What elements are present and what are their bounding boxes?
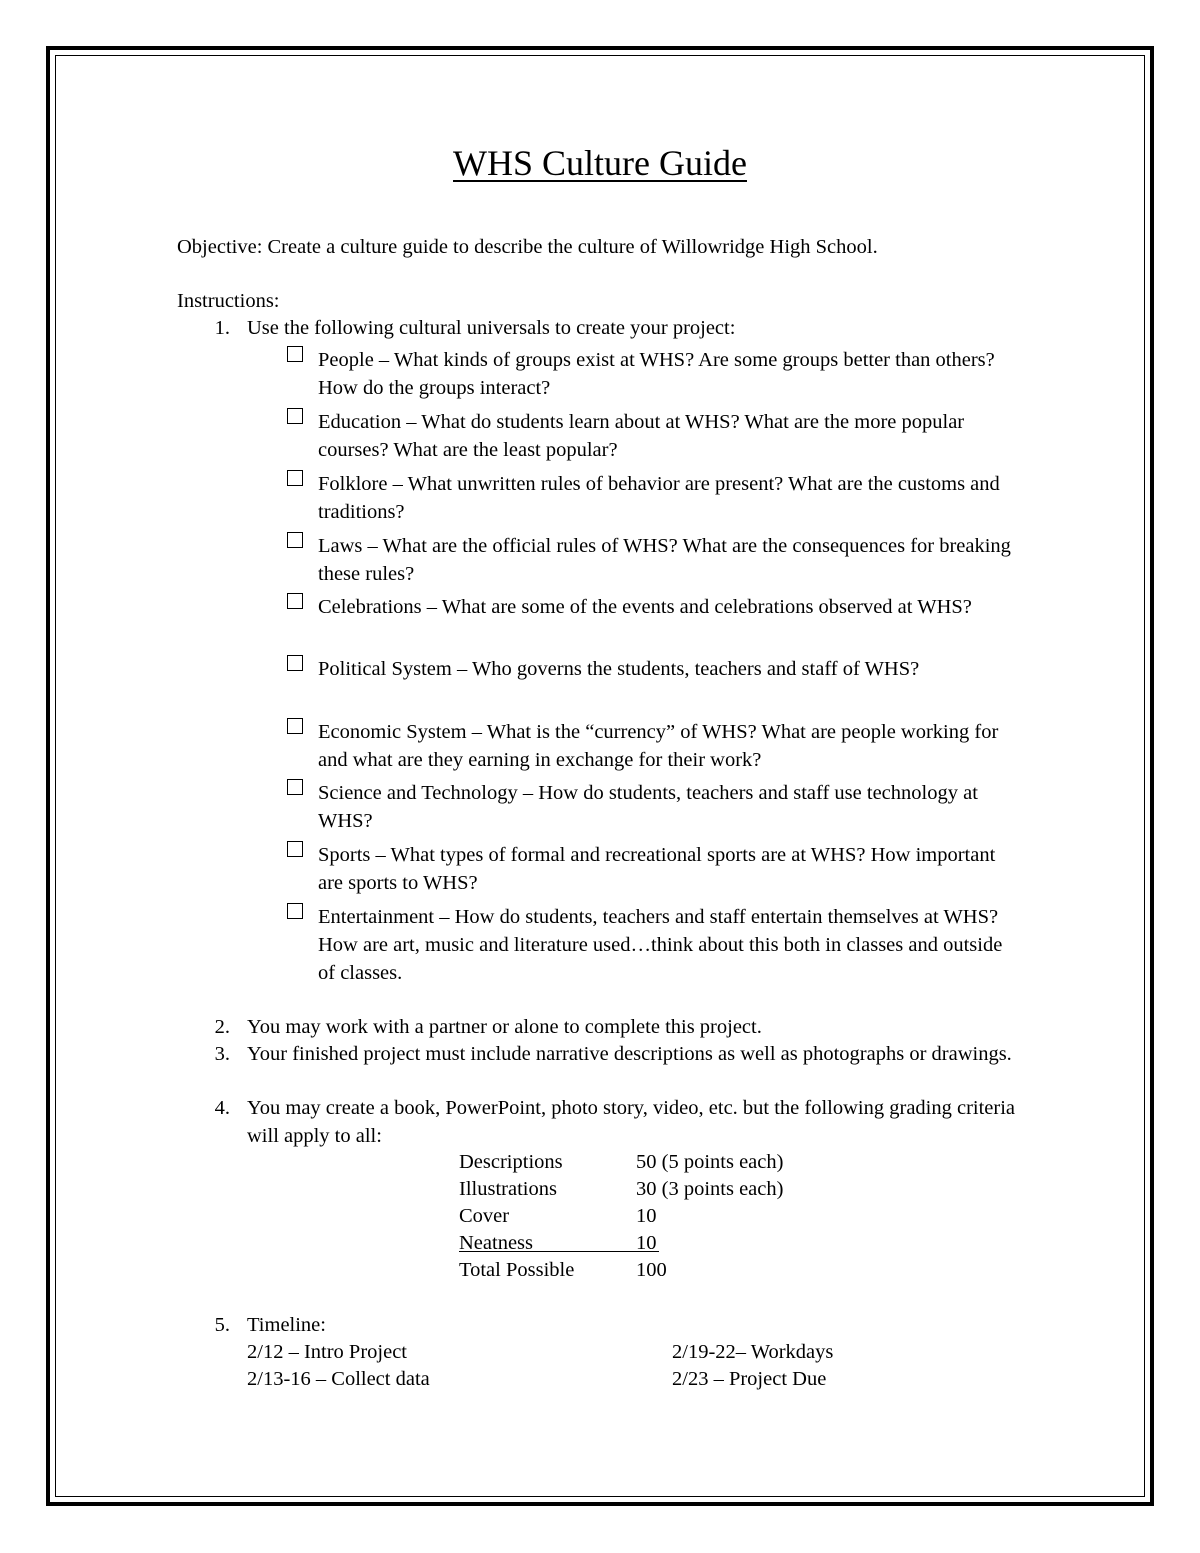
checkbox-icon[interactable] — [287, 841, 303, 857]
universal-item: Sports – What types of formal and recreational sports are at WHS? How important are sports to WHS? — [318, 844, 996, 894]
timeline-entry: 2/23 – Project Due — [672, 1368, 827, 1390]
grading-value: 10 — [636, 1205, 657, 1227]
universal-item: Political System – Who governs the students, teachers and staff of WHS? — [318, 658, 920, 680]
grading-value: 10 — [636, 1232, 657, 1254]
checkbox-icon[interactable] — [287, 593, 303, 609]
grading-value: 30 (3 points each) — [636, 1178, 784, 1200]
grading-label: Cover — [459, 1205, 510, 1227]
step-text: Use the following cultural universals to create your project: — [247, 317, 736, 339]
universal-item: Entertainment – How do students, teachers and staff entertain themselves at WHS? How are art, music and literature used…think about this both in classes and outside of classes. — [318, 906, 1003, 984]
step-number: 2. — [214, 1016, 230, 1038]
checkbox-icon[interactable] — [287, 903, 303, 919]
step-number: 5. — [214, 1314, 230, 1336]
grading-label: Neatness — [459, 1232, 534, 1254]
checkbox-icon[interactable] — [287, 470, 303, 486]
grading-value: 50 (5 points each) — [636, 1151, 784, 1173]
universal-item: Science and Technology – How do students, teachers and staff use technology at WHS? — [318, 782, 978, 832]
grading-label: Descriptions — [459, 1151, 563, 1173]
step-number: 3. — [214, 1043, 230, 1065]
step-text: You may work with a partner or alone to complete this project. — [247, 1016, 762, 1038]
checkbox-icon[interactable] — [287, 408, 303, 424]
universal-item: Education – What do students learn about at WHS? What are the more popular courses? What are the least popular? — [318, 411, 965, 461]
grading-total-rule — [459, 1251, 659, 1252]
universal-item: Laws – What are the official rules of WHS? What are the consequences for breaking these rules? — [318, 535, 1011, 585]
objective-text: Objective: Create a culture guide to describe the culture of Willowridge High School. — [177, 236, 878, 258]
checkbox-icon[interactable] — [287, 779, 303, 795]
checkbox-icon[interactable] — [287, 655, 303, 671]
instructions-heading: Instructions: — [177, 290, 280, 312]
universal-item: Economic System – What is the “currency” of WHS? What are people working for and what are they earning in exchange for their work? — [318, 721, 999, 771]
timeline-entry: 2/13-16 – Collect data — [247, 1368, 430, 1390]
page-border-inner — [55, 55, 1145, 1497]
universal-item: Folklore – What unwritten rules of behavior are present? What are the customs and traditions? — [318, 473, 1000, 523]
step-text: Your finished project must include narrative descriptions as well as photographs or drawings. — [247, 1043, 1012, 1065]
timeline-entry: 2/19-22– Workdays — [672, 1341, 834, 1363]
grading-total-value: 100 — [636, 1259, 667, 1281]
step-text: Timeline: — [247, 1314, 326, 1336]
step-number: 4. — [214, 1097, 230, 1119]
step-text: You may create a book, PowerPoint, photo story, video, etc. but the following grading criteria will apply to all: — [247, 1097, 1016, 1147]
step-number: 1. — [214, 317, 230, 339]
document-title: WHS Culture Guide — [453, 143, 747, 183]
grading-label: Illustrations — [459, 1178, 557, 1200]
checkbox-icon[interactable] — [287, 718, 303, 734]
checkbox-icon[interactable] — [287, 532, 303, 548]
universal-item: Celebrations – What are some of the events and celebrations observed at WHS? — [318, 596, 972, 618]
grading-total-label: Total Possible — [459, 1259, 575, 1281]
universal-item: People – What kinds of groups exist at WHS? Are some groups better than others? How do the groups interact? — [318, 349, 995, 399]
checkbox-icon[interactable] — [287, 346, 303, 362]
timeline-entry: 2/12 – Intro Project — [247, 1341, 407, 1363]
